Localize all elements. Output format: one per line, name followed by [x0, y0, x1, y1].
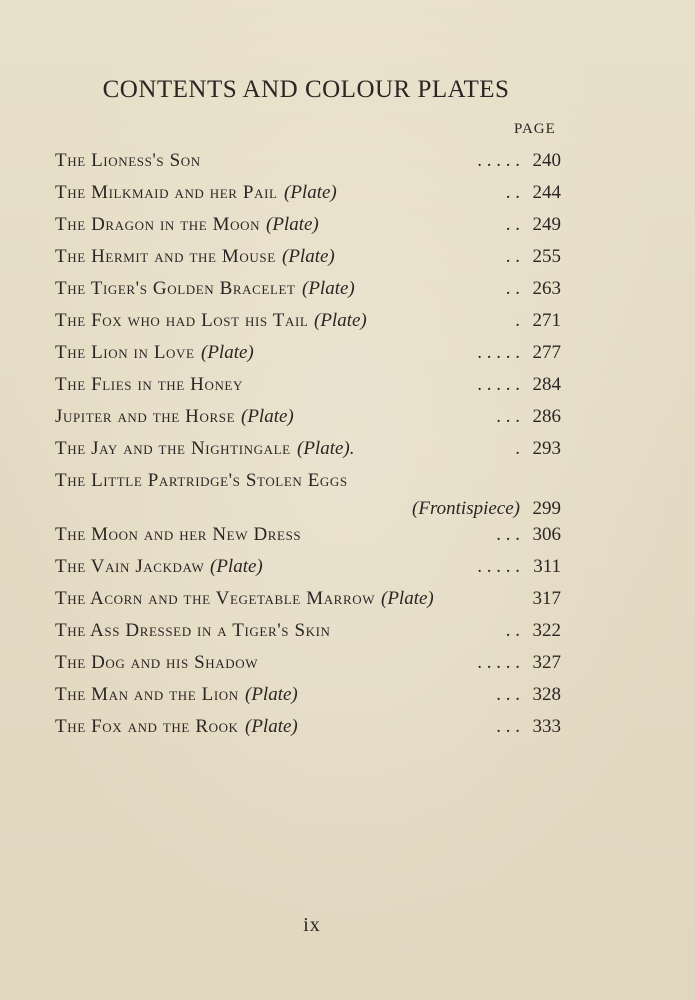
toc-entry	[55, 374, 565, 404]
entry-page-number: 255	[532, 246, 561, 267]
dot-leader: . . . . .	[477, 556, 520, 577]
entry-title: The Acorn and the Vegetable Marrow	[55, 588, 376, 609]
dot-leader: . . . . .	[477, 652, 520, 673]
entry-note: (Plate)	[201, 342, 254, 363]
entry-page-number: 240	[532, 150, 561, 171]
entry-title: The Fox who had Lost his Tail	[55, 310, 309, 331]
toc-entry	[55, 246, 565, 276]
toc-entry	[55, 556, 565, 586]
toc-entry	[55, 588, 565, 618]
toc-entry	[55, 406, 565, 436]
entry-title: The Lion in Love	[55, 342, 195, 363]
entry-note: (Plate)	[314, 310, 367, 331]
entry-title: The Dragon in the Moon	[55, 214, 261, 235]
entry-page-number: 244	[532, 182, 561, 203]
entry-title: The Flies in the Honey	[55, 374, 243, 395]
entry-page-number: 293	[532, 438, 561, 459]
entry-page-number: 322	[532, 620, 561, 641]
dot-leader: . . .	[496, 684, 520, 705]
entry-title: The Hermit and the Mouse	[55, 246, 276, 267]
dot-leader: . . .	[496, 406, 520, 427]
entry-title: The Moon and her New Dress	[55, 524, 302, 545]
dot-leader: . . .	[496, 524, 520, 545]
entry-title: The Ass Dressed in a Tiger's Skin	[55, 620, 331, 641]
entry-title: The Milkmaid and her Pail	[55, 182, 278, 203]
entry-page-number: 327	[532, 652, 561, 673]
toc-entry	[55, 342, 565, 372]
toc-entry	[55, 150, 565, 180]
page-column-label: PAGE	[514, 121, 556, 137]
toc-entry	[55, 278, 565, 308]
entry-page-number: 311	[533, 556, 561, 577]
toc-entry	[55, 620, 565, 650]
entry-note: (Plate)	[381, 588, 434, 609]
page-title: CONTENTS AND COLOUR PLATES	[102, 76, 510, 103]
entry-note: (Plate)	[245, 716, 298, 737]
entry-note: (Plate)	[266, 214, 319, 235]
entry-page-number: 333	[532, 716, 561, 737]
entry-note: (Plate)	[282, 246, 335, 267]
toc-entry	[55, 438, 565, 468]
entry-page-number: 263	[532, 278, 561, 299]
dot-leader: . . .	[496, 716, 520, 737]
dot-leader: . . . . .	[477, 374, 520, 395]
page-number: ix	[303, 914, 321, 936]
toc-entry	[55, 684, 565, 714]
dot-leader: . .	[505, 182, 520, 203]
entry-title: Jupiter and the Horse	[55, 406, 236, 427]
entry-title: The Man and the Lion	[55, 684, 239, 705]
dot-leader: . .	[505, 246, 520, 267]
entry-page-number: 328	[532, 684, 561, 705]
toc-entry	[55, 182, 565, 212]
entry-note: (Plate)	[302, 278, 355, 299]
entry-title: The Vain Jackdaw	[55, 556, 205, 577]
entry-note: (Plate)	[245, 684, 298, 705]
dot-leader: .	[515, 438, 520, 459]
entry-page-number: 306	[532, 524, 561, 545]
dot-leader: .	[515, 310, 520, 331]
entry-note: (Plate)	[241, 406, 294, 427]
dot-leader: . .	[505, 620, 520, 641]
toc-entry	[55, 652, 565, 682]
entry-title: The Jay and the Nightingale	[55, 438, 291, 459]
entry-page-number: 286	[532, 406, 561, 427]
entry-title: The Fox and the Rook	[55, 716, 239, 737]
toc-entry	[55, 470, 565, 519]
dot-leader: . .	[505, 278, 520, 299]
entry-title: The Lioness's Son	[55, 150, 201, 171]
entry-page-number: 277	[532, 342, 561, 363]
toc-entry	[55, 214, 565, 244]
entry-note: (Plate)	[210, 556, 263, 577]
toc-entry	[55, 310, 565, 340]
entry-page-number: 271	[532, 310, 561, 331]
entry-note: (Plate).	[297, 438, 355, 459]
entry-note: (Frontispiece)	[412, 498, 520, 519]
dot-leader: . . . . .	[477, 342, 520, 363]
entry-page-number: 299	[532, 498, 561, 519]
entry-page-number: 284	[532, 374, 561, 395]
entry-note: (Plate)	[284, 182, 337, 203]
entry-page-number: 249	[532, 214, 561, 235]
entry-title: The Tiger's Golden Bracelet	[55, 278, 296, 299]
entry-title: The Little Partridge's Stolen Eggs	[55, 470, 348, 491]
toc-entry	[55, 716, 565, 746]
dot-leader: . . . . .	[477, 150, 520, 171]
dot-leader: . .	[505, 214, 520, 235]
entry-title: The Dog and his Shadow	[55, 652, 259, 673]
toc-entry	[55, 524, 565, 554]
entry-page-number: 317	[532, 588, 561, 609]
